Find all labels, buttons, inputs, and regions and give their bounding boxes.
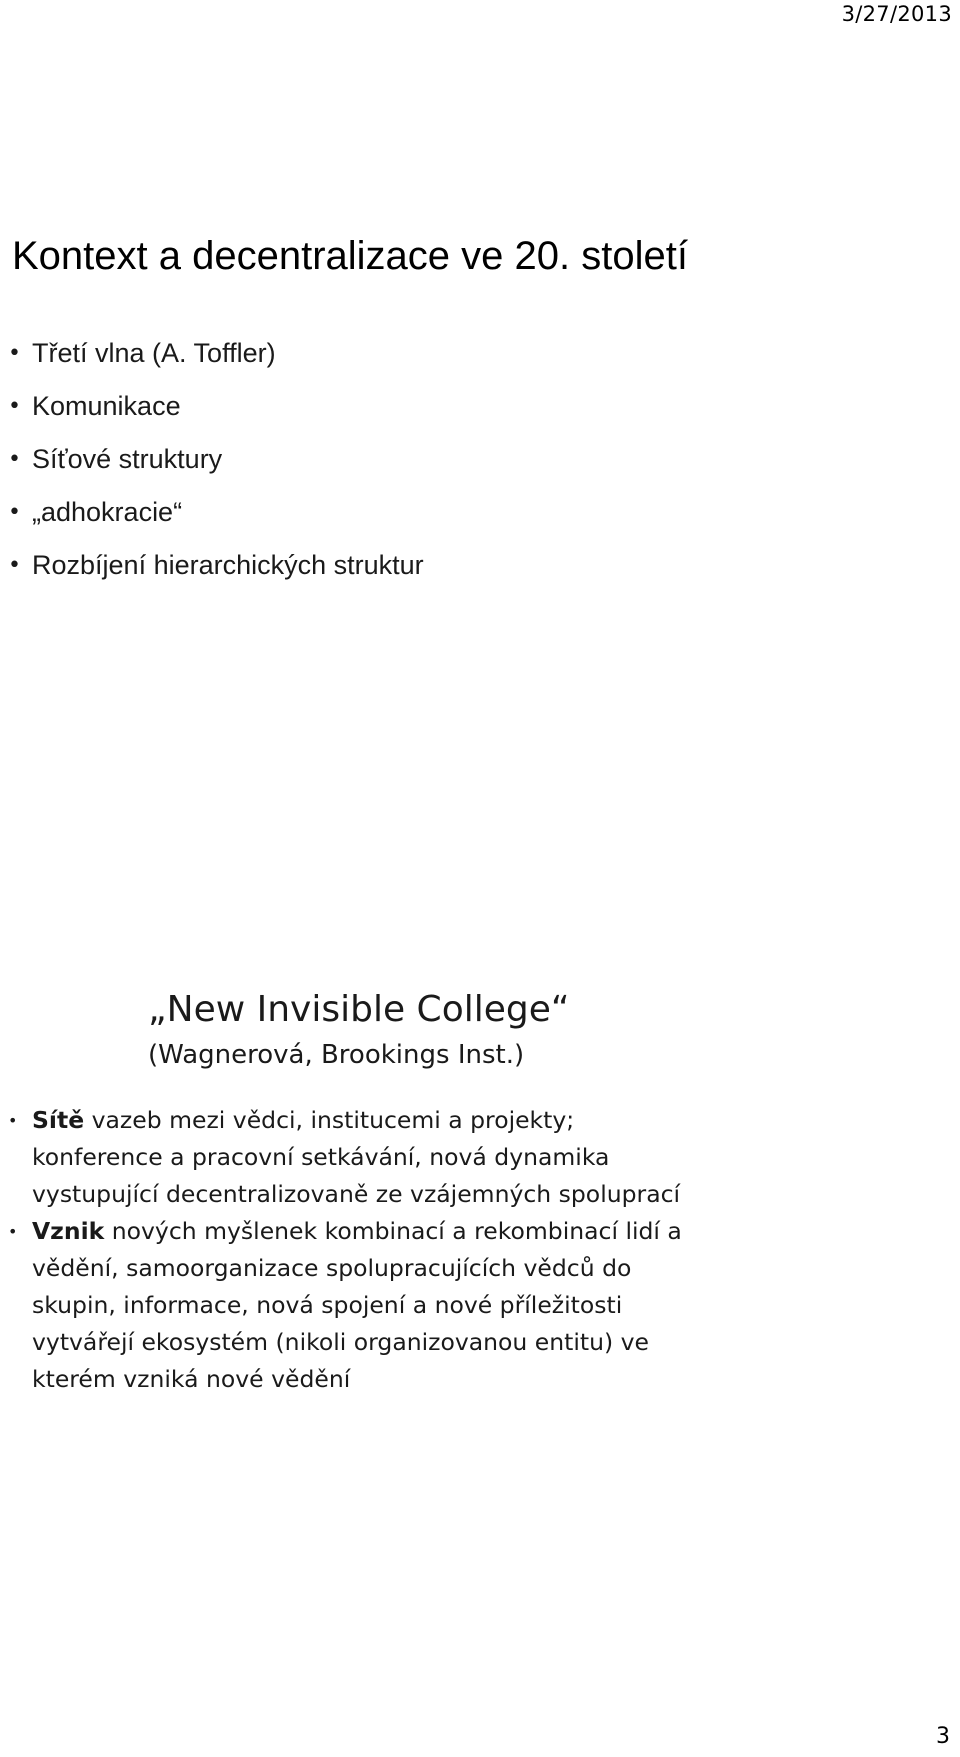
page-date: 3/27/2013 (841, 2, 952, 26)
list-item-keyword: Sítě (32, 1106, 85, 1134)
list-item-text: vazeb mezi vědci, institucemi a projekty; konference a pracovní setkávání, nová dynamika vystupující decentralizovaně ze vzájemných spoluprací (32, 1106, 681, 1208)
slide-title: „New Invisible College“ (148, 989, 570, 1030)
list-item-text: nových myšlenek kombinací a rekombinací lidí a vědění, samoorganizace spolupracujících vědců do skupin, informace, nová spojení a nové příležitosti vytvářejí ekosystém (nikoli organizovanou entitu) ve kterém vzniká nové vědění (32, 1217, 682, 1393)
list-item (8, 1102, 708, 1213)
list-item-keyword: Vznik (32, 1217, 105, 1245)
slide-title-block (148, 988, 570, 1074)
bullet-icon: • (8, 447, 21, 472)
bullet-icon: • (8, 500, 21, 525)
list-item (8, 433, 424, 486)
list-item (8, 1213, 708, 1398)
bullet-icon: • (8, 341, 21, 366)
list-item-text: Síťové struktury (32, 444, 223, 474)
slide-title: Kontext a decentralizace ve 20. století (12, 234, 688, 278)
list-item-text: Rozbíjení hierarchických struktur (32, 550, 424, 580)
slide-subtitle: (Wagnerová, Brookings Inst.) (148, 1040, 525, 1070)
list-item-text: „adhokracie“ (32, 497, 183, 527)
list-item-text: Komunikace (32, 391, 181, 421)
list-item (8, 539, 424, 592)
slide-bullet-list (8, 327, 424, 592)
bullet-icon: • (8, 1111, 18, 1130)
list-item (8, 380, 424, 433)
page-number: 3 (936, 1724, 950, 1749)
slide-bullet-list (8, 1102, 708, 1398)
list-item (8, 486, 424, 539)
bullet-icon: • (8, 394, 21, 419)
bullet-icon: • (8, 553, 21, 578)
bullet-icon: • (8, 1222, 18, 1241)
list-item (8, 327, 424, 380)
list-item-text: Třetí vlna (A. Toffler) (32, 338, 276, 368)
